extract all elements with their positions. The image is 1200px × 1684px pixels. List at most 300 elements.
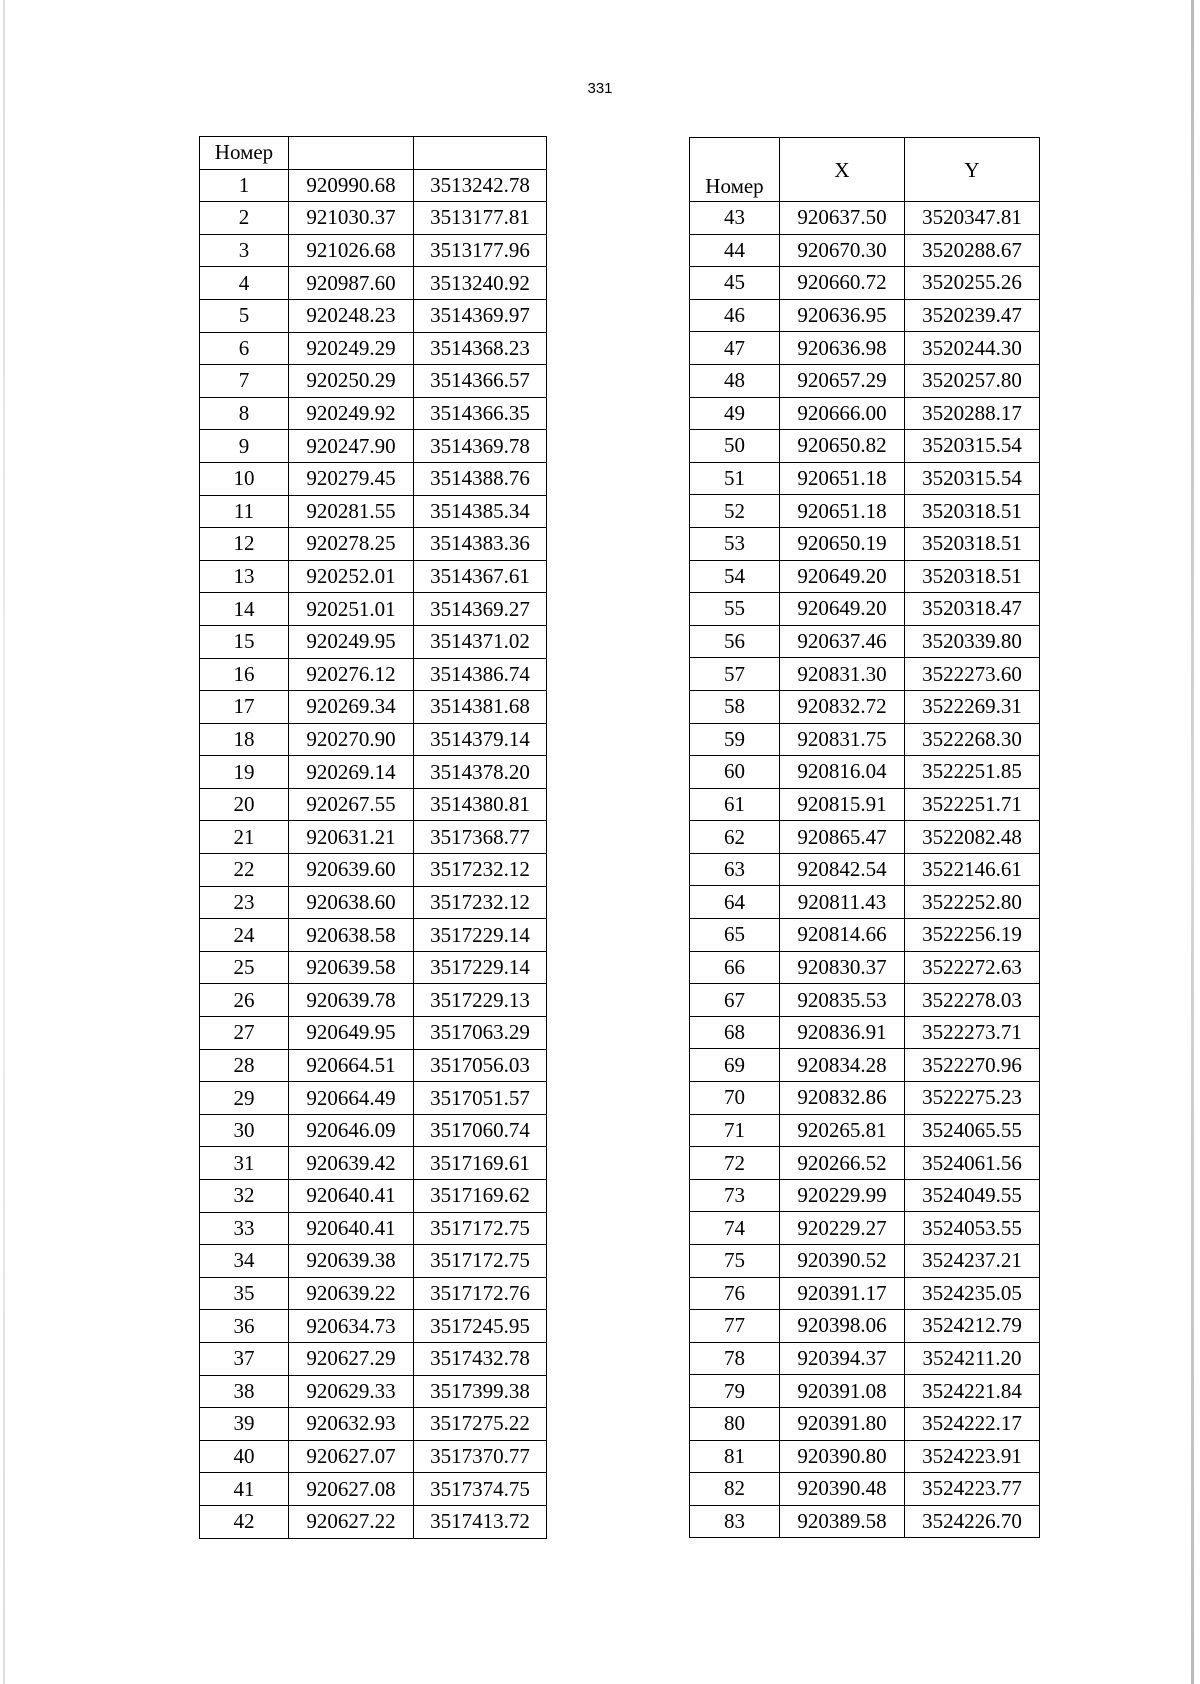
cell-y: 3517172.75 [414, 1245, 547, 1278]
table-row [690, 1407, 1040, 1440]
table-row [690, 951, 1040, 984]
cell-number: 33 [200, 1212, 289, 1245]
table-row [200, 1180, 547, 1213]
cell-y: 3517275.22 [414, 1408, 547, 1441]
cell-y: 3520347.81 [905, 202, 1040, 235]
cell-x: 920666.00 [780, 397, 905, 430]
table-row [200, 1440, 547, 1473]
table-row [200, 169, 547, 202]
cell-number: 31 [200, 1147, 289, 1180]
cell-y: 3520339.80 [905, 625, 1040, 658]
cell-y: 3514383.36 [414, 528, 547, 561]
cell-number: 46 [690, 299, 780, 332]
cell-number: 43 [690, 202, 780, 235]
cell-number: 36 [200, 1310, 289, 1343]
header-x: X [780, 138, 905, 202]
cell-x: 920229.99 [780, 1179, 905, 1212]
table-body [690, 202, 1040, 1538]
cell-number: 70 [690, 1082, 780, 1115]
cell-y: 3520288.67 [905, 234, 1040, 267]
cell-x: 920842.54 [780, 853, 905, 886]
cell-number: 9 [200, 430, 289, 463]
cell-x: 920639.78 [289, 984, 414, 1017]
cell-y: 3522268.30 [905, 723, 1040, 756]
cell-number: 67 [690, 984, 780, 1017]
cell-x: 920814.66 [780, 919, 905, 952]
table-row [690, 788, 1040, 821]
cell-x: 920250.29 [289, 365, 414, 398]
page-number: 331 [587, 80, 613, 97]
cell-x: 920269.14 [289, 756, 414, 789]
cell-number: 5 [200, 299, 289, 332]
cell-x: 920649.95 [289, 1017, 414, 1050]
cell-x: 920831.75 [780, 723, 905, 756]
cell-y: 3513177.96 [414, 234, 547, 267]
cell-y: 3522251.71 [905, 788, 1040, 821]
cell-y: 3514369.97 [414, 299, 547, 332]
cell-number: 16 [200, 658, 289, 691]
cell-number: 30 [200, 1114, 289, 1147]
cell-x: 920650.82 [780, 430, 905, 463]
cell-x: 920631.21 [289, 821, 414, 854]
cell-number: 18 [200, 723, 289, 756]
cell-number: 78 [690, 1342, 780, 1375]
cell-number: 54 [690, 560, 780, 593]
table-row [690, 1114, 1040, 1147]
cell-number: 13 [200, 560, 289, 593]
cell-x: 920276.12 [289, 658, 414, 691]
table-row [690, 658, 1040, 691]
cell-x: 920390.80 [780, 1440, 905, 1473]
cell-y: 3524222.17 [905, 1407, 1040, 1440]
cell-number: 51 [690, 462, 780, 495]
cell-x: 920265.81 [780, 1114, 905, 1147]
table-row [690, 202, 1040, 235]
table-row [690, 821, 1040, 854]
cell-number: 83 [690, 1505, 780, 1538]
cell-number: 26 [200, 984, 289, 1017]
cell-number: 60 [690, 756, 780, 789]
cell-number: 40 [200, 1440, 289, 1473]
cell-y: 3514380.81 [414, 788, 547, 821]
cell-y: 3517051.57 [414, 1082, 547, 1115]
cell-x: 920865.47 [780, 821, 905, 854]
table-header [200, 137, 547, 170]
cell-x: 920390.48 [780, 1473, 905, 1506]
cell-number: 32 [200, 1180, 289, 1213]
table-row [690, 1505, 1040, 1538]
table-row [690, 1375, 1040, 1408]
cell-x: 920249.29 [289, 332, 414, 365]
cell-y: 3517232.12 [414, 854, 547, 887]
cell-number: 27 [200, 1017, 289, 1050]
cell-number: 14 [200, 593, 289, 626]
cell-y: 3514367.61 [414, 560, 547, 593]
cell-y: 3514381.68 [414, 691, 547, 724]
cell-x: 920664.49 [289, 1082, 414, 1115]
cell-number: 7 [200, 365, 289, 398]
cell-number: 65 [690, 919, 780, 952]
cell-y: 3520257.80 [905, 364, 1040, 397]
cell-y: 3517374.75 [414, 1473, 547, 1506]
cell-number: 19 [200, 756, 289, 789]
cell-number: 73 [690, 1179, 780, 1212]
table-row [200, 1277, 547, 1310]
cell-x: 920670.30 [780, 234, 905, 267]
table-row [200, 430, 547, 463]
cell-y: 3517169.62 [414, 1180, 547, 1213]
cell-number: 20 [200, 788, 289, 821]
cell-y: 3522252.80 [905, 886, 1040, 919]
table-header [690, 138, 1040, 202]
coordinates-table-left [199, 136, 547, 1539]
cell-y: 3520318.51 [905, 560, 1040, 593]
table-row [690, 723, 1040, 756]
cell-y: 3524212.79 [905, 1310, 1040, 1343]
cell-number: 82 [690, 1473, 780, 1506]
cell-number: 71 [690, 1114, 780, 1147]
table-row [690, 299, 1040, 332]
cell-number: 44 [690, 234, 780, 267]
cell-y: 3524221.84 [905, 1375, 1040, 1408]
cell-x: 920832.86 [780, 1082, 905, 1115]
cell-number: 37 [200, 1342, 289, 1375]
cell-y: 3517232.12 [414, 886, 547, 919]
table-row [690, 1245, 1040, 1278]
cell-x: 920270.90 [289, 723, 414, 756]
cell-x: 920391.80 [780, 1407, 905, 1440]
cell-y: 3520255.26 [905, 267, 1040, 300]
table-row [200, 332, 547, 365]
cell-x: 920660.72 [780, 267, 905, 300]
cell-number: 4 [200, 267, 289, 300]
cell-number: 29 [200, 1082, 289, 1115]
cell-x: 920247.90 [289, 430, 414, 463]
cell-x: 920834.28 [780, 1049, 905, 1082]
cell-y: 3520315.54 [905, 430, 1040, 463]
cell-number: 81 [690, 1440, 780, 1473]
cell-x: 920627.29 [289, 1342, 414, 1375]
table-row [690, 1147, 1040, 1180]
cell-number: 45 [690, 267, 780, 300]
cell-x: 920639.58 [289, 951, 414, 984]
cell-y: 3514388.76 [414, 462, 547, 495]
cell-y: 3522146.61 [905, 853, 1040, 886]
table-row [200, 1082, 547, 1115]
cell-number: 21 [200, 821, 289, 854]
cell-y: 3524226.70 [905, 1505, 1040, 1538]
cell-y: 3520288.17 [905, 397, 1040, 430]
cell-number: 50 [690, 430, 780, 463]
cell-y: 3522269.31 [905, 690, 1040, 723]
table-row [200, 1245, 547, 1278]
cell-y: 3517056.03 [414, 1049, 547, 1082]
cell-x: 920391.17 [780, 1277, 905, 1310]
cell-number: 35 [200, 1277, 289, 1310]
cell-y: 3524049.55 [905, 1179, 1040, 1212]
cell-x: 920987.60 [289, 267, 414, 300]
table-row [200, 788, 547, 821]
cell-y: 3517172.75 [414, 1212, 547, 1245]
table-row [200, 528, 547, 561]
cell-y: 3517229.14 [414, 919, 547, 952]
cell-number: 55 [690, 593, 780, 626]
cell-x: 920651.18 [780, 462, 905, 495]
table-row [690, 1179, 1040, 1212]
cell-x: 920629.33 [289, 1375, 414, 1408]
table-row [690, 364, 1040, 397]
table-row [200, 821, 547, 854]
table-row [200, 560, 547, 593]
table-row [200, 1114, 547, 1147]
table-row [200, 1473, 547, 1506]
cell-x: 920639.60 [289, 854, 414, 887]
table-row [690, 853, 1040, 886]
cell-x: 920636.95 [780, 299, 905, 332]
table-row [690, 1049, 1040, 1082]
cell-number: 74 [690, 1212, 780, 1245]
cell-x: 920835.53 [780, 984, 905, 1017]
table-row [690, 527, 1040, 560]
table-row [690, 397, 1040, 430]
cell-y: 3522273.71 [905, 1016, 1040, 1049]
cell-number: 63 [690, 853, 780, 886]
cell-x: 920632.93 [289, 1408, 414, 1441]
cell-y: 3524061.56 [905, 1147, 1040, 1180]
table-row [690, 560, 1040, 593]
cell-x: 920639.42 [289, 1147, 414, 1180]
cell-y: 3517172.76 [414, 1277, 547, 1310]
table-row [690, 1342, 1040, 1375]
cell-number: 12 [200, 528, 289, 561]
cell-x: 920646.09 [289, 1114, 414, 1147]
cell-y: 3514366.35 [414, 397, 547, 430]
cell-y: 3524237.21 [905, 1245, 1040, 1278]
scan-edge-right [1191, 0, 1194, 1684]
table-row [690, 430, 1040, 463]
cell-y: 3520239.47 [905, 299, 1040, 332]
cell-x: 920637.46 [780, 625, 905, 658]
cell-number: 58 [690, 690, 780, 723]
cell-number: 68 [690, 1016, 780, 1049]
cell-number: 41 [200, 1473, 289, 1506]
cell-x: 920640.41 [289, 1212, 414, 1245]
table-row [200, 202, 547, 235]
cell-number: 72 [690, 1147, 780, 1180]
table-row [690, 462, 1040, 495]
table-row [200, 1310, 547, 1343]
cell-y: 3517413.72 [414, 1505, 547, 1538]
table-row [200, 658, 547, 691]
cell-number: 25 [200, 951, 289, 984]
table-row [200, 756, 547, 789]
cell-number: 42 [200, 1505, 289, 1538]
table-row [690, 593, 1040, 626]
cell-y: 3517370.77 [414, 1440, 547, 1473]
cell-y: 3522256.19 [905, 919, 1040, 952]
cell-y: 3520318.51 [905, 527, 1040, 560]
cell-y: 3513242.78 [414, 169, 547, 202]
table-row [200, 951, 547, 984]
cell-y: 3517432.78 [414, 1342, 547, 1375]
table-row [690, 1082, 1040, 1115]
table-row [690, 756, 1040, 789]
cell-x: 920832.72 [780, 690, 905, 723]
cell-y: 3522270.96 [905, 1049, 1040, 1082]
cell-x: 920638.58 [289, 919, 414, 952]
table-row [200, 1505, 547, 1538]
table-row [200, 365, 547, 398]
cell-y: 3524223.91 [905, 1440, 1040, 1473]
cell-x: 920836.91 [780, 1016, 905, 1049]
cell-y: 3524235.05 [905, 1277, 1040, 1310]
cell-x: 921026.68 [289, 234, 414, 267]
cell-number: 38 [200, 1375, 289, 1408]
cell-x: 920266.52 [780, 1147, 905, 1180]
cell-x: 920651.18 [780, 495, 905, 528]
table-row [200, 625, 547, 658]
cell-y: 3514368.23 [414, 332, 547, 365]
cell-number: 24 [200, 919, 289, 952]
cell-number: 15 [200, 625, 289, 658]
table-row [690, 1440, 1040, 1473]
cell-y: 3522275.23 [905, 1082, 1040, 1115]
cell-number: 80 [690, 1407, 780, 1440]
cell-x: 920627.07 [289, 1440, 414, 1473]
table-row [690, 332, 1040, 365]
table-row [200, 1049, 547, 1082]
cell-x: 920248.23 [289, 299, 414, 332]
cell-x: 920252.01 [289, 560, 414, 593]
table-row [200, 854, 547, 887]
cell-y: 3514378.20 [414, 756, 547, 789]
cell-x: 920281.55 [289, 495, 414, 528]
cell-y: 3520244.30 [905, 332, 1040, 365]
scan-edge-left [3, 0, 5, 1684]
cell-number: 75 [690, 1245, 780, 1278]
cell-number: 11 [200, 495, 289, 528]
cell-x: 920278.25 [289, 528, 414, 561]
cell-y: 3514385.34 [414, 495, 547, 528]
cell-x: 920627.08 [289, 1473, 414, 1506]
cell-y: 3522272.63 [905, 951, 1040, 984]
cell-x: 921030.37 [289, 202, 414, 235]
cell-x: 920636.98 [780, 332, 905, 365]
cell-number: 57 [690, 658, 780, 691]
cell-x: 920634.73 [289, 1310, 414, 1343]
cell-x: 920815.91 [780, 788, 905, 821]
cell-x: 920627.22 [289, 1505, 414, 1538]
cell-number: 66 [690, 951, 780, 984]
table-row [200, 593, 547, 626]
cell-x: 920831.30 [780, 658, 905, 691]
table-row [200, 495, 547, 528]
cell-number: 1 [200, 169, 289, 202]
cell-number: 52 [690, 495, 780, 528]
cell-number: 23 [200, 886, 289, 919]
cell-y: 3513177.81 [414, 202, 547, 235]
cell-number: 62 [690, 821, 780, 854]
table-row [690, 495, 1040, 528]
cell-y: 3522278.03 [905, 984, 1040, 1017]
table-row [200, 919, 547, 952]
table-row [200, 1342, 547, 1375]
cell-x: 920830.37 [780, 951, 905, 984]
cell-x: 920279.45 [289, 462, 414, 495]
cell-number: 28 [200, 1049, 289, 1082]
table-row [690, 1310, 1040, 1343]
table-row [690, 1277, 1040, 1310]
cell-x: 920390.52 [780, 1245, 905, 1278]
table-row [690, 1473, 1040, 1506]
cell-y: 3517229.13 [414, 984, 547, 1017]
cell-y: 3522273.60 [905, 658, 1040, 691]
cell-y: 3514369.27 [414, 593, 547, 626]
cell-y: 3514371.02 [414, 625, 547, 658]
cell-x: 920398.06 [780, 1310, 905, 1343]
cell-x: 920640.41 [289, 1180, 414, 1213]
cell-number: 34 [200, 1245, 289, 1278]
cell-x: 920637.50 [780, 202, 905, 235]
cell-x: 920249.95 [289, 625, 414, 658]
cell-y: 3514386.74 [414, 658, 547, 691]
header-y: Y [905, 138, 1040, 202]
cell-x: 920811.43 [780, 886, 905, 919]
table-row [200, 267, 547, 300]
cell-y: 3520315.54 [905, 462, 1040, 495]
header-y [414, 137, 547, 170]
cell-x: 920394.37 [780, 1342, 905, 1375]
coordinates-table-right [689, 137, 1040, 1538]
cell-x: 920269.34 [289, 691, 414, 724]
cell-number: 6 [200, 332, 289, 365]
cell-x: 920650.19 [780, 527, 905, 560]
cell-y: 3520318.51 [905, 495, 1040, 528]
table-row [690, 1212, 1040, 1245]
cell-x: 920649.20 [780, 593, 905, 626]
table-row [690, 1016, 1040, 1049]
cell-y: 3513240.92 [414, 267, 547, 300]
cell-x: 920389.58 [780, 1505, 905, 1538]
cell-y: 3514366.57 [414, 365, 547, 398]
cell-y: 3520318.47 [905, 593, 1040, 626]
cell-number: 48 [690, 364, 780, 397]
cell-x: 920391.08 [780, 1375, 905, 1408]
table-row [200, 1408, 547, 1441]
table-row [200, 462, 547, 495]
cell-number: 8 [200, 397, 289, 430]
cell-number: 17 [200, 691, 289, 724]
cell-x: 920657.29 [780, 364, 905, 397]
table-row [200, 984, 547, 1017]
cell-y: 3517063.29 [414, 1017, 547, 1050]
table-row [690, 984, 1040, 1017]
cell-y: 3517229.14 [414, 951, 547, 984]
cell-number: 10 [200, 462, 289, 495]
cell-y: 3517169.61 [414, 1147, 547, 1180]
table-body [200, 169, 547, 1538]
cell-number: 2 [200, 202, 289, 235]
cell-x: 920251.01 [289, 593, 414, 626]
table-row [690, 234, 1040, 267]
cell-y: 3517399.38 [414, 1375, 547, 1408]
cell-number: 47 [690, 332, 780, 365]
cell-number: 53 [690, 527, 780, 560]
cell-number: 3 [200, 234, 289, 267]
table-row [200, 1017, 547, 1050]
cell-number: 59 [690, 723, 780, 756]
cell-y: 3514369.78 [414, 430, 547, 463]
